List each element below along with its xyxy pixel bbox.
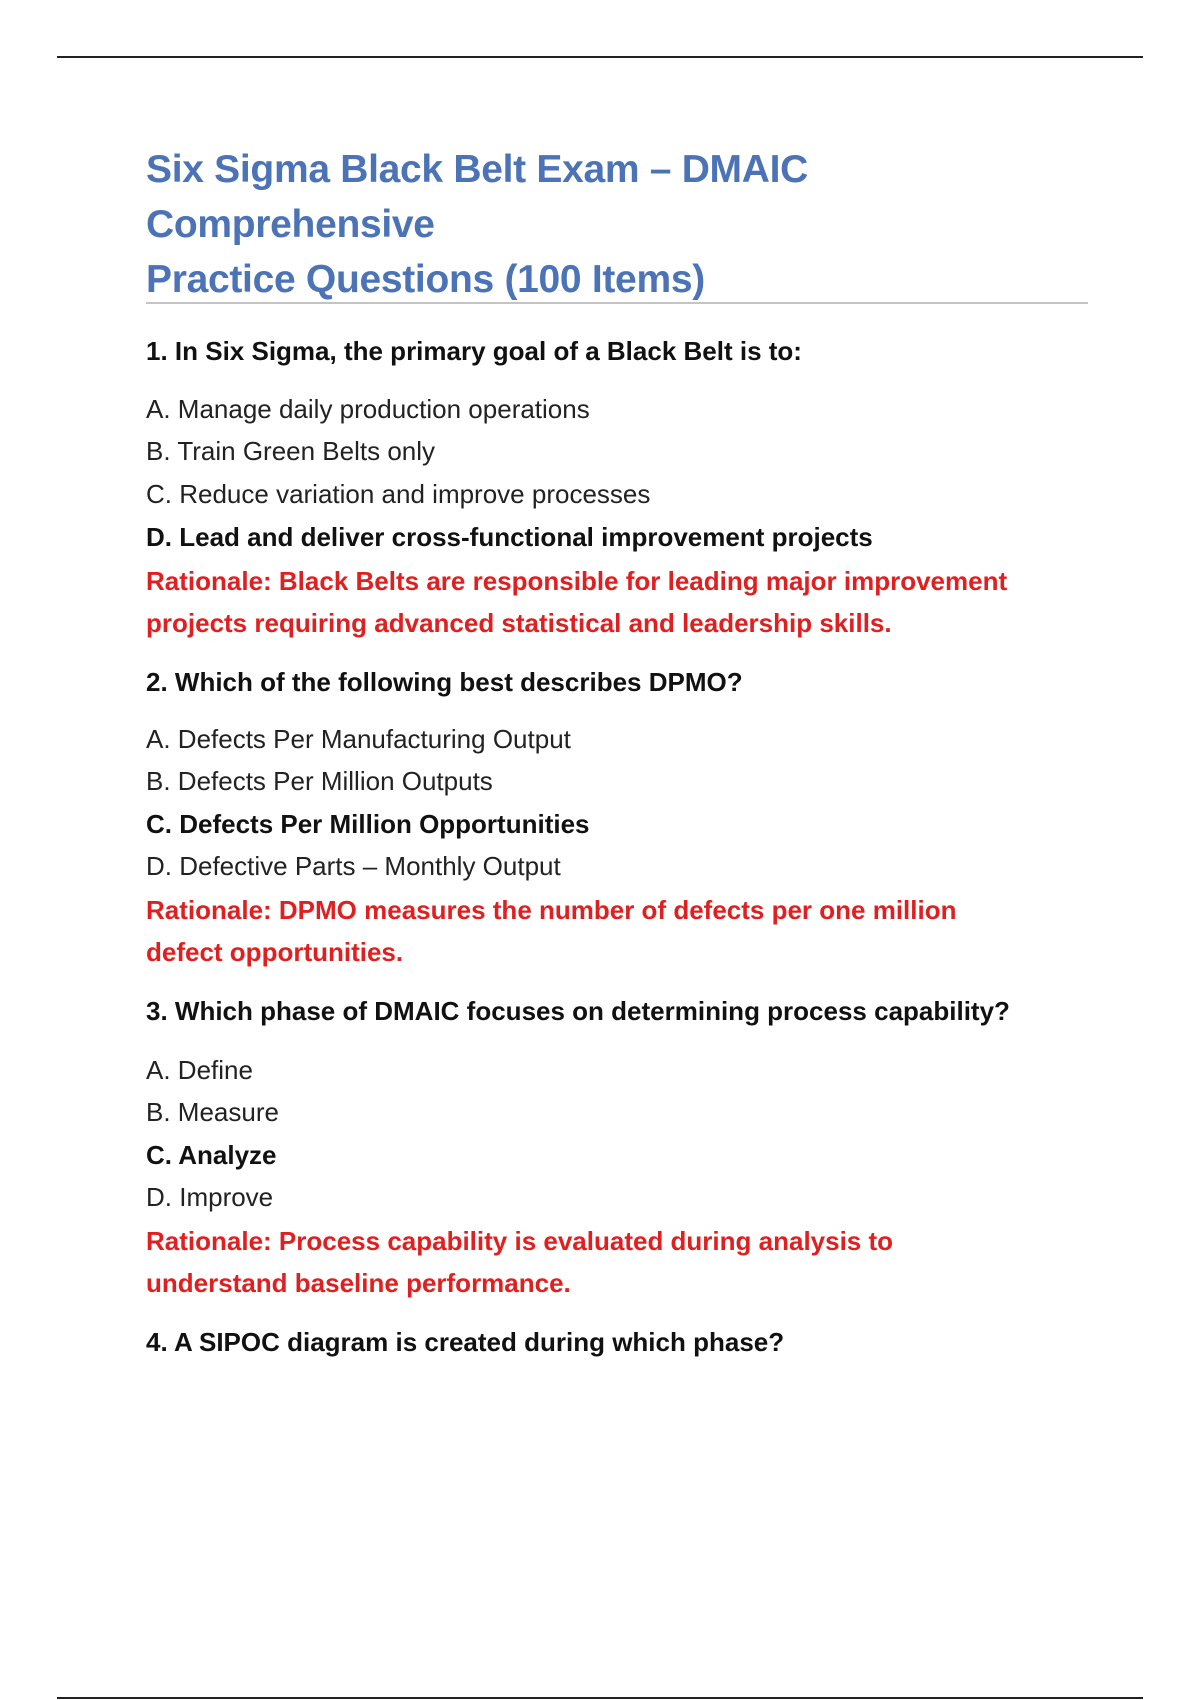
q2-option-a: A. Defects Per Manufacturing Output [146,724,571,754]
q2-rationale-line-2: defect opportunities. [146,937,404,967]
q1-option-d-correct: D. Lead and deliver cross-functional improvement projects [146,522,873,552]
q3-rationale-line-1: Rationale: Process capability is evaluated during analysis to [146,1226,894,1256]
q2-option-d: D. Defective Parts – Monthly Output [146,851,561,881]
q3-option-a: A. Define [146,1055,253,1085]
q1-rationale-line-2: projects requiring advanced statistical and leadership skills. [146,608,892,638]
q3-option-c-correct: C. Analyze [146,1140,277,1170]
document-title [146,142,1106,307]
q3-option-d: D. Improve [146,1182,274,1212]
question-4: 4. A SIPOC diagram is created during which phase? [146,1327,785,1357]
title-line-1: Six Sigma Black Belt Exam – DMAIC Comprehensive [146,148,809,246]
question-3: 3. Which phase of DMAIC focuses on determining process capability? [146,996,1010,1026]
q3-rationale [146,1220,1106,1304]
bottom-rule [57,1697,1143,1699]
question-2: 2. Which of the following best describes DPMO? [146,667,743,697]
q1-rationale-line-1: Rationale: Black Belts are responsible for leading major improvement [146,566,1008,596]
title-separator [146,302,1088,304]
q3-option-b: B. Measure [146,1097,279,1127]
top-rule [57,56,1143,58]
q1-option-c: C. Reduce variation and improve processes [146,479,651,509]
q3-rationale-line-2: understand baseline performance. [146,1268,571,1298]
q2-option-c-correct: C. Defects Per Million Opportunities [146,809,590,839]
q2-option-b: B. Defects Per Million Outputs [146,766,493,796]
q1-rationale [146,560,1106,644]
q2-rationale-line-1: Rationale: DPMO measures the number of defects per one million [146,895,957,925]
q2-rationale [146,889,1106,973]
q1-option-a: A. Manage daily production operations [146,394,590,424]
question-1: 1. In Six Sigma, the primary goal of a Black Belt is to: [146,336,802,366]
q1-option-b: B. Train Green Belts only [146,436,436,466]
title-line-2: Practice Questions (100 Items) [146,258,705,301]
